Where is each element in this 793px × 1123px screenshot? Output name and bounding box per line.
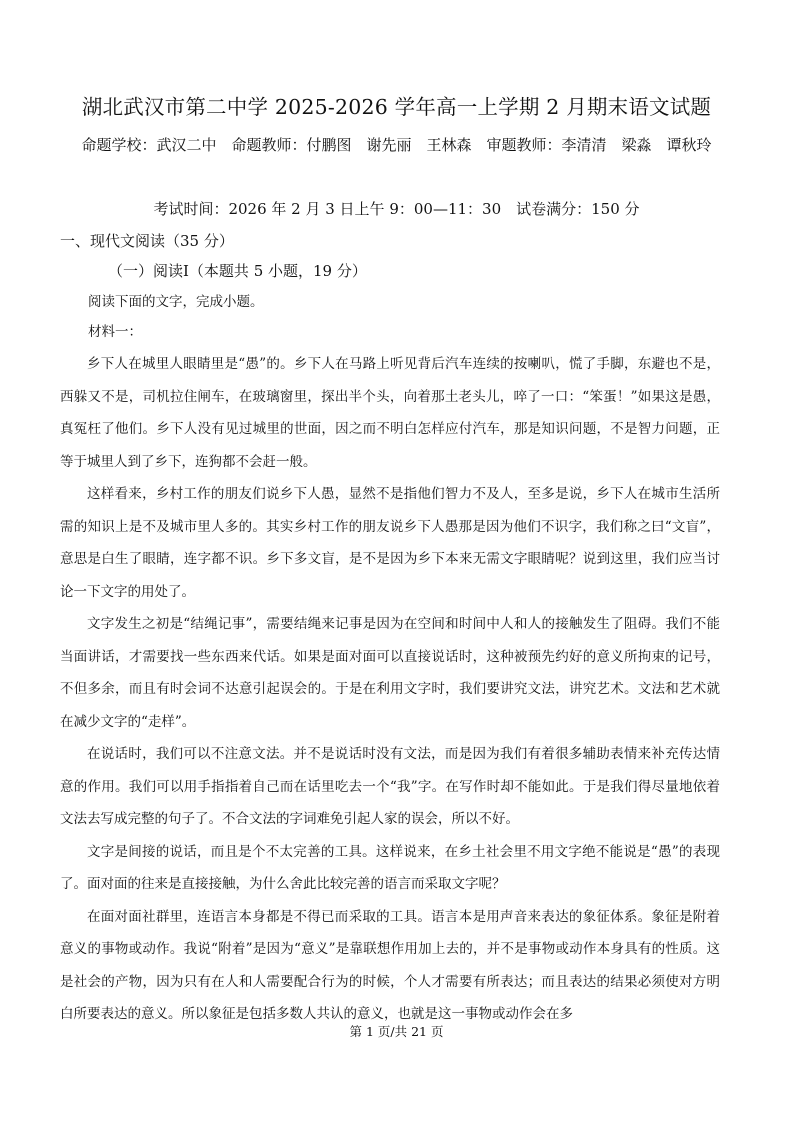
section-heading: 一、现代文阅读（35 分） xyxy=(60,232,234,250)
passage-paragraph: 在面对面社群里，连语言本身都是不得已而采取的工具。语言本是用声音来表达的象征体系。象征是附着意义的事物或动作。我说“附着”是因为“意义”是靠联想作用加上去的，并不是事物或动作本身具有的性质。这是社会的产物，因为只有在人和人需要配合行为的时候，个人才需要有所表达；而且表达的结果必须使对方明白所要表达的意义。所以象征是包括多数人共认的意义，也就是这一事物或动作会在多 xyxy=(60,908,720,1022)
reading-instruction: 阅读下面的文字，完成小题。 xyxy=(88,294,264,310)
passage-paragraph: 这样看来，乡村工作的朋友们说乡下人愚，显然不是指他们智力不及人，至多是说，乡下人在城市生活所需的知识上是不及城市里人多的。其实乡村工作的朋友说乡下人愚那是因为他们不识字，我们称之曰“文盲”，意思是白生了眼睛，连字都不识。乡下多文盲，是不是因为乡下本来无需文字眼睛呢？说到这里，我们应当讨论一下文字的用处了。 xyxy=(60,486,720,600)
passage-paragraph: 乡下人在城里人眼睛里是“愚”的。乡下人在马路上听见背后汽车连续的按喇叭，慌了手脚，东避也不是，西躲又不是，司机拉住闸车，在玻璃窗里，探出半个头，向着那土老头儿，啐了一口：“笨蛋！”如果这是愚，真冤枉了他们。乡下人没有见过城里的世面，因之而不明白怎样应付汽车，那是知识问题，不是智力问题，正等于城里人到了乡下，连狗都不会赶一般。 xyxy=(60,356,720,470)
setters-line: 命题学校：武汉二中 命题教师：付鹏图 谢先丽 王林森 审题教师：李清清 梁淼 谭秋玲 xyxy=(81,136,712,154)
exam-title: 湖北武汉市第二中学 2025-2026 学年高一上学期 2 月期末语文试题 xyxy=(81,95,712,119)
passage-paragraph: 文字是间接的说话，而且是个不太完善的工具。这样说来，在乡土社会里不用文字绝不能说是“愚”的表现了。面对面的往来是直接接触，为什么舍此比较完善的语言而采取文字呢？ xyxy=(60,843,720,892)
passage-paragraph: 文字发生之初是“结绳记事”，需要结绳来记事是因为在空间和时间中人和人的接触发生了阻碍。我们不能当面讲话，才需要找一些东西来代话。如果是面对面可以直接说话时，这种被预先约好的意义所拘束的记号，不但多余，而且有时会词不达意引起误会的。于是在利用文字时，我们要讲究文法，讲究艺术。文法和艺术就在减少文字的“走样”。 xyxy=(60,616,720,730)
page-footer: 第 1 页/共 21 页 xyxy=(349,1024,444,1039)
passage-body xyxy=(60,348,720,1031)
material-label: 材料一： xyxy=(88,324,142,340)
exam-info-line: 考试时间：2026 年 2 月 3 日上午 9：00—11：30 试卷满分：150 分 xyxy=(153,200,640,218)
sub-heading: （一）阅读Ⅰ（本题共 5 小题，19 分） xyxy=(108,262,367,280)
passage-paragraph: 在说话时，我们可以不注意文法。并不是说话时没有文法，而是因为我们有着很多辅助表情来补充传达情意的作用。我们可以用手指指着自己而在话里吃去一个“我”字。在写作时却不能如此。于是我们得尽量地依着文法去写成完整的句子了。不合文法的字词难免引起人家的误会，所以不好。 xyxy=(60,746,720,827)
